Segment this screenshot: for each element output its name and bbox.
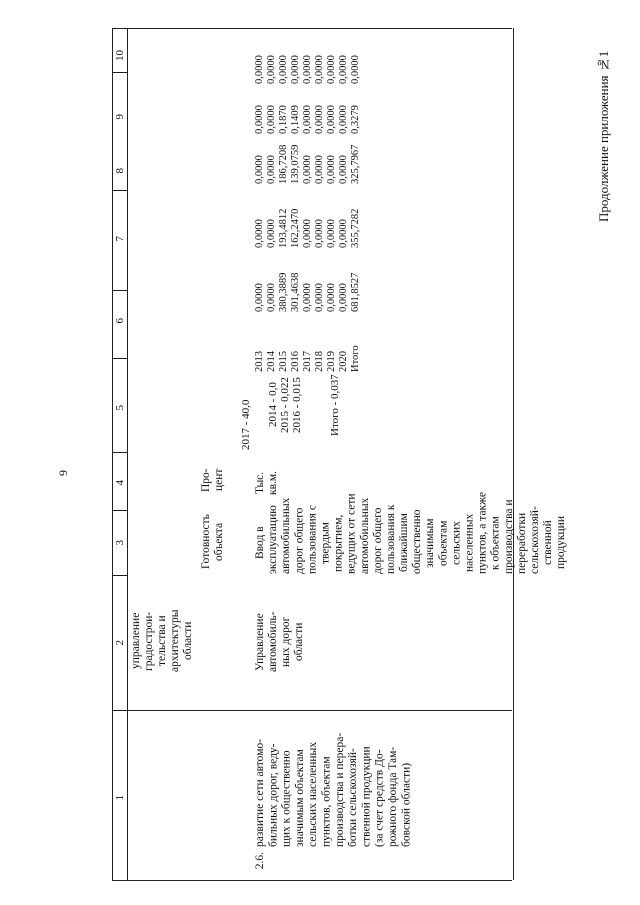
col8-cell: 325,7967 xyxy=(350,144,361,184)
col9-cell: 0,0000 xyxy=(266,105,277,134)
col6-cell: 0,0000 xyxy=(314,283,325,312)
col8-cell: 0,0000 xyxy=(302,155,313,184)
col7-cell: 0,0000 xyxy=(338,219,349,248)
page-number xyxy=(56,462,70,476)
col6-cell: 0,0000 xyxy=(266,283,277,312)
col7-cell: 0,0000 xyxy=(326,219,337,248)
col6-cell: 681,8527 xyxy=(350,272,361,312)
col9-cell: 0,0000 xyxy=(314,105,325,134)
col9-cell: 0,0000 xyxy=(254,105,265,134)
prev-row-col2: управление градострои- тельства и архитектуры области xyxy=(130,609,194,673)
col6-cell: 0,0000 xyxy=(254,283,265,312)
col8-cell: 139,0759 xyxy=(290,144,301,184)
row-number: 2.6. xyxy=(254,852,266,870)
col-num-7: 7 xyxy=(114,236,126,242)
col6-cell: 0,0000 xyxy=(338,283,349,312)
col-num-8: 8 xyxy=(114,168,126,174)
col-num-10: 10 xyxy=(114,50,126,61)
col8-cell: 0,0000 xyxy=(314,155,325,184)
col-num-1: 1 xyxy=(114,795,126,801)
col-num-9: 9 xyxy=(114,114,126,120)
col-num-5: 5 xyxy=(114,405,126,411)
col8-cell: 0,0000 xyxy=(326,155,337,184)
col10-cell: 0,0000 xyxy=(290,55,301,84)
prev-row-col3: Готовность объекта xyxy=(200,514,225,570)
col-num-2: 2 xyxy=(114,640,126,646)
col9-cell: 0,0000 xyxy=(326,105,337,134)
col7-cell: 0,0000 xyxy=(254,219,265,248)
year-cell: 2014 xyxy=(266,351,277,372)
col10-cell: 0,0000 xyxy=(254,55,265,84)
page-heading-label: Продолжение приложения №1 xyxy=(596,50,611,222)
col7-cell: 162,2470 xyxy=(290,208,301,248)
col10-cell: 0,0000 xyxy=(278,55,289,84)
col10-cell: 0,0000 xyxy=(350,55,361,84)
row-col2-text: Управление автомобиль- ных дорог области xyxy=(254,611,305,673)
col10-cell: 0,0000 xyxy=(302,55,313,84)
year-cell: 2020 xyxy=(338,351,349,372)
row-col5-total: Итого - 0,037 xyxy=(329,374,341,436)
row-col3-text: Ввод в эксплуатацию автомобильных дорог общего пользования с твердым покрытием, ведущих от сети автомобильных дорог общего пользования к ближайшим общественно значимым объектам сельских населенных пунктов, а также к объектам производства и переработки сельскохозяй- ственной продукции xyxy=(254,491,568,574)
row-col4-text: Тыс. кв.м. xyxy=(254,470,279,495)
year-cell: 2019 xyxy=(326,351,337,372)
col10-cell: 0,0000 xyxy=(266,55,277,84)
col9-cell: 0,1409 xyxy=(290,105,301,134)
year-cell: 2016 xyxy=(290,351,301,372)
col9-cell: 0,1870 xyxy=(278,105,289,134)
year-cell: 2013 xyxy=(254,351,265,372)
col6-cell: 380,3889 xyxy=(278,272,289,312)
col-num-3: 3 xyxy=(114,540,126,546)
col-num-4: 4 xyxy=(114,480,126,486)
col10-cell: 0,0000 xyxy=(338,55,349,84)
prev-row-col5: 2017 - 40,0 xyxy=(240,399,252,450)
col7-cell: 0,0000 xyxy=(314,219,325,248)
col9-cell: 0,3279 xyxy=(350,105,361,134)
col7-cell: 0,0000 xyxy=(302,219,313,248)
col9-cell: 0,0000 xyxy=(302,105,313,134)
col10-cell: 0,0000 xyxy=(314,55,325,84)
col6-cell: 0,0000 xyxy=(326,283,337,312)
col7-cell: 0,0000 xyxy=(266,219,277,248)
page-number-label: 9 xyxy=(56,470,70,476)
year-cell: 2015 xyxy=(278,351,289,372)
row-col5-line-3: 2016 - 0,015 xyxy=(291,377,303,433)
prev-row-col4: Про- цент xyxy=(200,468,225,492)
year-cell: Итого xyxy=(350,345,361,372)
col6-cell: 301,4638 xyxy=(290,272,301,312)
col8-cell: 0,0000 xyxy=(266,155,277,184)
col10-cell: 0,0000 xyxy=(326,55,337,84)
row-col5-line-1: 2014 - 0,0 xyxy=(267,382,279,428)
row-col1-text: развитие сети автомо- бильных дорог, веду- щих к общественно значимым объектам сельских населенных пунктов, объектам производства и перера- ботки сельскохозяй- ственной продукции (за счет средств До- рожного фонда Там- бовской области) xyxy=(254,732,413,847)
year-cell: 2018 xyxy=(314,351,325,372)
col8-cell: 0,0000 xyxy=(254,155,265,184)
row-col5-line-2: 2015 - 0,022 xyxy=(279,377,291,433)
col6-cell: 0,0000 xyxy=(302,283,313,312)
col7-cell: 355,7282 xyxy=(350,208,361,248)
col8-cell: 186,7208 xyxy=(278,144,289,184)
col7-cell: 193,4812 xyxy=(278,208,289,248)
col-num-6: 6 xyxy=(114,318,126,324)
col9-cell: 0,0000 xyxy=(338,105,349,134)
col8-cell: 0,0000 xyxy=(338,155,349,184)
year-cell: 2017 xyxy=(302,351,313,372)
page-heading xyxy=(596,50,614,222)
